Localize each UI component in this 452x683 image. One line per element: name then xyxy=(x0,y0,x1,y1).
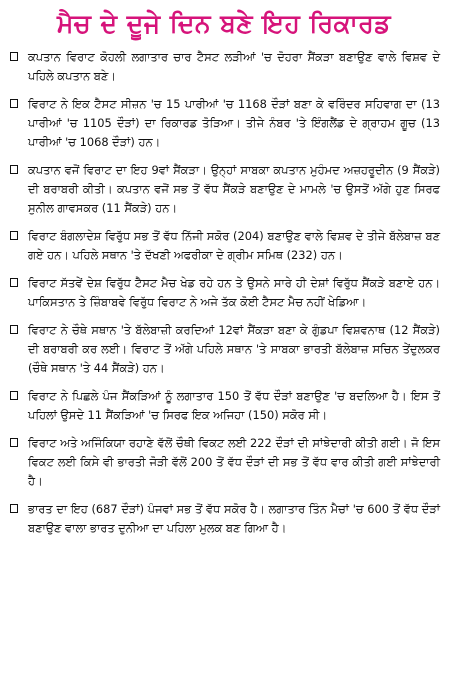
headline: ਮੈਚ ਦੇ ਦੂਜੇ ਦਿਨ ਬਣੇ ਇਹ ਰਿਕਾਰਡ xyxy=(56,9,392,38)
list-item xyxy=(8,387,440,425)
item-text: ਵਿਰਾਟ ਨੇ ਇਕ ਟੈਸਟ ਸੀਜ਼ਨ 'ਚ 15 ਪਾਰੀਆਂ 'ਚ 1168 ਦੌੜਾਂ ਬਣਾ ਕੇ ਵਰਿੰਦਰ ਸਹਿਵਾਗ ਦਾ (13 ਪਾਰੀਆਂ 'ਚ 1105 ਦੌੜਾਂ) ਦਾ ਰਿਕਾਰਡ ਤੋੜਿਆ। ਤੀਜੇ ਨੰਬਰ 'ਤੇ ਇੰਗਲੈਂਡ ਦੇ ਗ੍ਰਾਹਮ ਗੂਚ (13 ਪਾਰੀਆਂ 'ਚ 1068 ਦੌੜਾਂ) ਹਨ। xyxy=(28,97,440,149)
square-bullet-icon xyxy=(10,99,18,108)
item-text: ਭਾਰਤ ਦਾ ਇਹ (687 ਦੌੜਾਂ) ਪੰਜਵਾਂ ਸਭ ਤੋਂ ਵੱਧ ਸਕੋਰ ਹੈ। ਲਗਾਤਾਰ ਤਿੰਨ ਮੈਚਾਂ 'ਚ 600 ਤੋਂ ਵੱਧ ਦੌੜਾਂ ਬਣਾਉਣ ਵਾਲਾ ਭਾਰਤ ਦੁਨੀਆ ਦਾ ਪਹਿਲਾ ਮੁਲਕ ਬਣ ਗਿਆ ਹੈ। xyxy=(28,502,440,535)
square-bullet-icon xyxy=(10,438,18,447)
list-item xyxy=(8,48,440,86)
item-text: ਵਿਰਾਟ ਸੱਤਵੇਂ ਦੇਸ਼ ਵਿਰੁੱਧ ਟੈਸਟ ਮੈਚ ਖੇਡ ਰਹੇ ਹਨ ਤੇ ਉਸਨੇ ਸਾਰੇ ਹੀ ਦੇਸ਼ਾਂ ਵਿਰੁੱਧ ਸੈਂਕੜੇ ਬਣਾਏ ਹਨ। ਪਾਕਿਸਤਾਨ ਤੇ ਜ਼ਿੰਬਾਬਵੇ ਵਿਰੁੱਧ ਵਿਰਾਟ ਨੇ ਅਜੇ ਤੱਕ ਕੋਈ ਟੈਸਟ ਮੈਚ ਨਹੀਂ ਖੇਡਿਆ। xyxy=(28,276,440,309)
item-text: ਵਿਰਾਟ ਅਤੇ ਅਜਿੰਕਿਯਾ ਰਹਾਣੇ ਵੱਲੋਂ ਚੌਥੀ ਵਿਕਟ ਲਈ 222 ਦੌੜਾਂ ਦੀ ਸਾਂਝੇਦਾਰੀ ਕੀਤੀ ਗਈ। ਜੋ ਇਸ ਵਿਕਟ ਲਈ ਕਿਸੇ ਵੀ ਭਾਰਤੀ ਜੋੜੀ ਵੱਲੋਂ 200 ਤੋਂ ਵੱਧ ਦੌੜਾਂ ਦੀ ਸਭ ਤੋਂ ਵੱਧ ਵਾਰ ਕੀਤੀ ਗਈ ਸਾਂਝੇਦਾਰੀ ਹੈ। xyxy=(28,436,440,488)
square-bullet-icon xyxy=(10,165,18,174)
square-bullet-icon xyxy=(10,231,18,240)
square-bullet-icon xyxy=(10,278,18,287)
list-item xyxy=(8,161,440,218)
item-text: ਵਿਰਾਟ ਨੇ ਚੌਥੇ ਸਥਾਨ 'ਤੇ ਬੱਲੇਬਾਜ਼ੀ ਕਰਦਿਆਂ 12ਵਾਂ ਸੈਂਕੜਾ ਬਣਾ ਕੇ ਗੁੰਡਪਾ ਵਿਸ਼ਵਨਾਥ (12 ਸੈਂਕੜੇ) ਦੀ ਬਰਾਬਰੀ ਕਰ ਲਈ। ਵਿਰਾਟ ਤੋਂ ਅੱਗੇ ਪਹਿਲੇ ਸਥਾਨ 'ਤੇ ਸਾਬਕਾ ਭਾਰਤੀ ਬੱਲੇਬਾਜ਼ ਸਚਿਨ ਤੇਂਦੁਲਕਰ (ਚੌਥੇ ਸਥਾਨ 'ਤੇ 44 ਸੈਂਕੜੇ) ਹਨ। xyxy=(28,323,440,375)
square-bullet-icon xyxy=(10,52,18,61)
records-list xyxy=(8,48,440,538)
list-item xyxy=(8,500,440,538)
item-text: ਵਿਰਾਟ ਬੰਗਲਾਦੇਸ਼ ਵਿਰੁੱਧ ਸਭ ਤੋਂ ਵੱਧ ਨਿੱਜੀ ਸਕੋਰ (204) ਬਣਾਉਣ ਵਾਲੇ ਵਿਸ਼ਵ ਦੇ ਤੀਜੇ ਬੱਲੇਬਾਜ਼ ਬਣ ਗਏ ਹਨ। ਪਹਿਲੇ ਸਥਾਨ 'ਤੇ ਦੱਖਣੀ ਅਫਰੀਕਾ ਦੇ ਗ੍ਰੀਮ ਸਮਿਥ (232) ਹਨ। xyxy=(28,229,440,262)
list-item xyxy=(8,434,440,491)
list-item xyxy=(8,321,440,378)
list-item xyxy=(8,274,440,312)
list-item xyxy=(8,95,440,152)
list-item xyxy=(8,227,440,265)
item-text: ਵਿਰਾਟ ਨੇ ਪਿਛਲੇ ਪੰਜ ਸੈਂਕੜਿਆਂ ਨੂੰ ਲਗਾਤਾਰ 150 ਤੋਂ ਵੱਧ ਦੌੜਾਂ ਬਣਾਉਣ 'ਚ ਬਦਲਿਆ ਹੈ। ਇਸ ਤੋਂ ਪਹਿਲਾਂ ਉਸਦੇ 11 ਸੈਂਕੜਿਆਂ 'ਚ ਸਿਰਫ ਇਕ ਅਜਿਹਾ (150) ਸਕੋਰ ਸੀ। xyxy=(28,389,440,422)
square-bullet-icon xyxy=(10,325,18,334)
item-text: ਕਪਤਾਨ ਵਿਰਾਟ ਕੋਹਲੀ ਲਗਾਤਾਰ ਚਾਰ ਟੈਸਟ ਲੜੀਆਂ 'ਚ ਦੋਹਰਾ ਸੈਂਕੜਾ ਬਣਾਉਣ ਵਾਲੇ ਵਿਸ਼ਵ ਦੇ ਪਹਿਲੇ ਕਪਤਾਨ ਬਣੇ। xyxy=(28,50,440,83)
item-text: ਕਪਤਾਨ ਵਜੋਂ ਵਿਰਾਟ ਦਾ ਇਹ 9ਵਾਂ ਸੈਂਕੜਾ। ਉਨ੍ਹਾਂ ਸਾਬਕਾ ਕਪਤਾਨ ਮੁਹੰਮਦ ਅਜ਼ਹਰੂਦੀਨ (9 ਸੈਂਕੜੇ) ਦੀ ਬਰਾਬਰੀ ਕੀਤੀ। ਕਪਤਾਨ ਵਜੋਂ ਸਭ ਤੋਂ ਵੱਧ ਸੈਂਕੜੇ ਬਣਾਉਣ ਦੇ ਮਾਮਲੇ 'ਚ ਉਸਤੋਂ ਅੱਗੇ ਹੁਣ ਸਿਰਫ ਸੁਨੀਲ ਗਾਵਸਕਰ (11 ਸੈਂਕੜੇ) ਹਨ। xyxy=(28,163,440,215)
square-bullet-icon xyxy=(10,504,18,513)
square-bullet-icon xyxy=(10,391,18,400)
